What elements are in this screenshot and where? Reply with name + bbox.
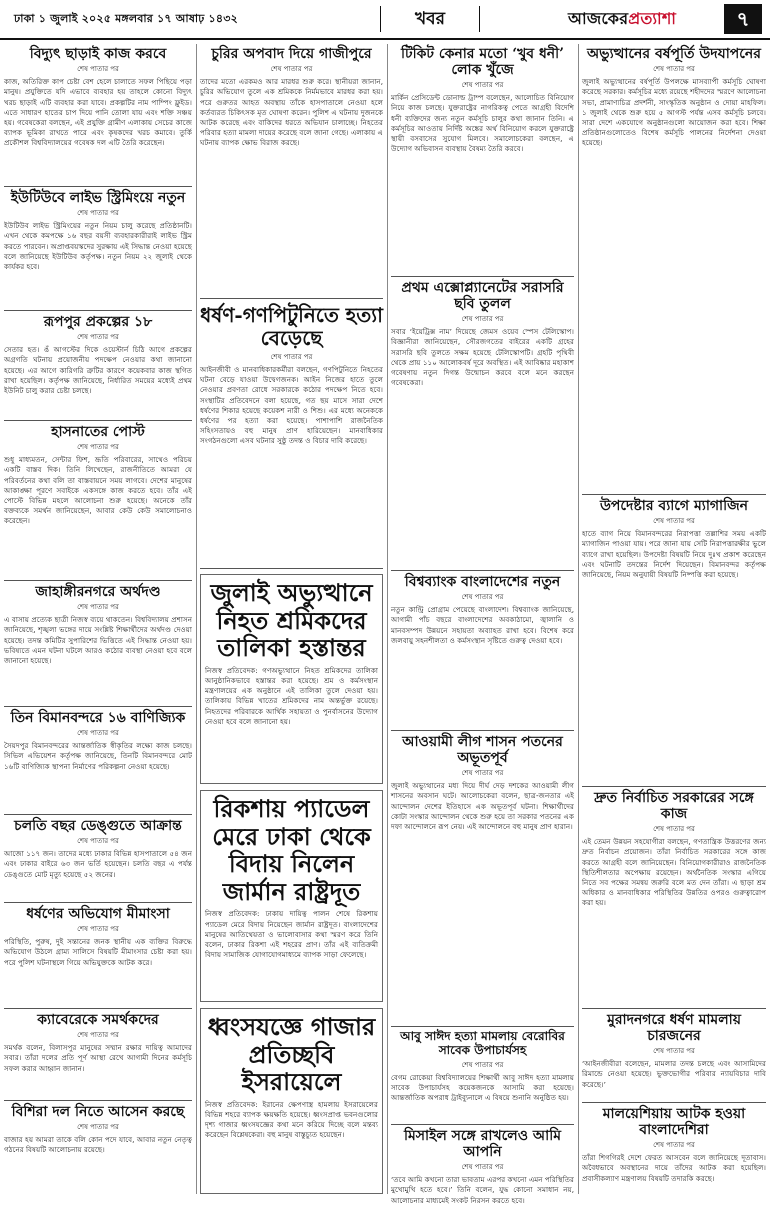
headline: অভ্যুত্থানের বর্ষপূর্তি উদযাপনের (587, 46, 761, 62)
continued-note: শেষ পাতার পর (461, 315, 504, 324)
story-body: নিজস্ব প্রতিবেদক: ইরানের ক্ষেপণাস্ত্র হামলায় ইসরায়েলের বিভিন্ন শহরে ব্যাপক ক্ষয়ক্ষতি হয়েছে। ধ্বংসপ্রাপ্ত ভবনগুলোর দৃশ্য গাজার ধ্বংসযজ্ঞের কথা মনে করিয়ে দিচ্ছে বলে মন্তব্য করেছেন বিশ্লেষকেরা। বহু মানুষ বাস্তুচ্যুত হয়েছেন। (205, 1099, 378, 1140)
story-c4s2 (582, 498, 766, 784)
headline: চলতি বছর ডেঙ্গুতে আক্রান্ত (14, 818, 182, 834)
newspaper-logo (568, 6, 676, 33)
headline: মালয়েশিয়ায় আটক হওয়া বাংলাদেশিরা (602, 1106, 746, 1139)
story-divider (582, 786, 766, 787)
story-c3s4 (391, 734, 574, 1024)
story-divider (391, 570, 574, 571)
story-divider (391, 730, 574, 731)
story-c1s7 (4, 818, 192, 900)
continued-note: শেষ পাতার পর (461, 81, 504, 90)
continued-note: শেষ পাতার পর (77, 333, 119, 342)
headline: ধ্বংসযজ্ঞে গাজার প্রতিচ্ছবি ইসরায়েলে (207, 1012, 376, 1097)
story-body: বাজার হয় আমরা তাকে বলি কোন পদে যাবে, আবার নতুন নেতৃত্ব গঠনের বিষয়টি আলোচনায় রয়েছে। (4, 1135, 192, 1155)
continued-note: শেষ পাতার পর (77, 837, 119, 846)
continued-note: শেষ পাতার পর (653, 825, 695, 834)
story-body: সবার ‘ইয়েট্রিক্স নাম’ দিয়েছে জেমস ওয়েব স্পেস টেলিস্কোপ। বিজ্ঞানীরা জানিয়েছেন, সৌরজগতের বাইরের একটি গ্রহের সরাসরি ছবি তুলতে সক্ষম হয়েছে টেলিস্কোপটি। গ্রহটি পৃথিবী থেকে প্রায় ১১০ আলোকবর্ষ দূরে অবস্থিত। এই আবিষ্কার মহাকাশ গবেষণায় নতুন দিগন্ত উন্মোচন করবে বলে মনে করছেন গবেষকেরা। (391, 327, 574, 388)
headline: রিকশায় প্যাডেল মেরে ঢাকা থেকে বিদায় নিলেন জার্মান রাষ্ট্রদূত (212, 794, 371, 906)
masthead (0, 0, 770, 40)
story-c1s8 (4, 906, 192, 1006)
story-c4s3 (582, 790, 766, 1006)
headline: প্রথম এক্সোপ্ল্যানেটের সরাসরি ছবি তুলল (401, 280, 564, 313)
story-body: সৈয়দপুর বিমানবন্দরের আন্তর্জাতিক স্বীকৃতির লক্ষ্যে কাজ চলছে। সিভিল এভিয়েশন কর্তৃপক্ষ জানিয়েছে, তিনটি বিমানবন্দরে মোট ১৬টি বাণিজ্যিক স্থাপনা নির্মাণের পরিকল্পনা নেওয়া হয়েছে। (4, 741, 192, 771)
headline: দ্রুত নির্বাচিত সরকারের সঙ্গে কাজ (594, 790, 754, 823)
story-divider (582, 494, 766, 495)
story-c3s1 (391, 46, 574, 274)
headline: টিকিট কেনার মতো ‘খুব ধনী’ লোক খুঁজে (400, 46, 565, 79)
story-body: এ বাসায় প্রত্যেক ছাত্রী নিজস্ব ব্যয়ে থাকতেন। বিশ্ববিদ্যালয় প্রশাসন জানিয়েছে, শৃঙ্খলা ভঙ্গের দায়ে সংশ্লিষ্ট শিক্ষার্থীদের অর্থদণ্ড দেওয়া হয়েছে। তদন্ত কমিটির সুপারিশের ভিত্তিতে এই সিদ্ধান্ত নেওয়া হয়। ভবিষ্যতে এমন ঘটনা ঘটলে আরও কঠোর ব্যবস্থা নেওয়া হবে বলে জানানো হয়েছে। (4, 615, 192, 665)
story-divider (4, 310, 192, 311)
continued-note: শেষ পাতার পর (270, 353, 313, 361)
column-divider (387, 44, 388, 1194)
continued-note: শেষ পাতার পর (77, 925, 119, 934)
story-body: ‘তবে আমি কখনো তারা ভাবতাম এরপর কখনো এমন পরিস্থিতির মুখোমুখি হতে হবে।’ তিনি বলেন, যুদ্ধ কোনো সমাধান নয়, আলোচনার মাধ্যমেই সংকট নিরসন করতে হবে। (391, 1175, 574, 1205)
story-body: নতুন কান্ট্রি প্রোগ্রাম পেয়েছে বাংলাদেশ। বিশ্বব্যাংক জানিয়েছে, আগামী পাঁচ বছরে বাংলাদেশের অবকাঠামো, জ্বালানি ও মানবসম্পদ উন্নয়নে সহায়তা অব্যাহত রাখা হবে। বিশেষ করে জলবায়ু সহনশীলতা ও কর্মসংস্থান সৃষ্টিতে গুরুত্ব দেওয়া হবে। (391, 605, 574, 645)
story-divider (4, 1100, 192, 1101)
story-divider (391, 1124, 574, 1125)
story-body: ইউটিউব লাইভ স্ট্রিমিংয়ের নতুন নিয়ম চালু করেছে প্রতিষ্ঠানটি। এখন থেকে কমপক্ষে ১৬ বছর বয়সী ব্যবহারকারীরাই লাইভ স্ট্রিম করতে পারবেন। অপ্রাপ্তবয়স্কদের সুরক্ষায় এই সিদ্ধান্ত নেওয়া হয়েছে বলে জানিয়েছে ইউটিউব কর্তৃপক্ষ। নতুন নিয়ম ২২ জুলাই থেকে কার্যকর হবে। (4, 221, 192, 271)
headline: জাহাঙ্গীরনগরে অর্থদণ্ড (35, 584, 161, 600)
story-c3s6 (391, 1128, 574, 1205)
logo-word-1: আজকের (568, 9, 629, 28)
column-divider (578, 44, 579, 1194)
story-body: বেগম রোকেয়া বিশ্ববিদ্যালয়ের শিক্ষার্থী আবু সাঈদ হত্যা মামলায় সাবেক উপাচার্যসহ কয়েকজনকে আসামি করা হয়েছে। আন্তর্জাতিক অপরাধ ট্রাইব্যুনালে এ বিষয়ে শুনানি অনুষ্ঠিত হয়। (391, 1072, 574, 1102)
continued-note: শেষ পাতার পর (653, 1141, 695, 1150)
headline: উপদেষ্টার ব্যাগে ম্যাগাজিন (599, 498, 749, 514)
continued-note: শেষ পাতার পর (77, 209, 119, 218)
story-divider (4, 902, 192, 903)
story-body: আজো ১১৭ জন। তাদের মধ্যে ঢাকার বিভিন্ন হাসপাতালে ৫৪ জন এবং ঢাকার বাইরে ৬৩ জন ভর্তি হয়েছেন। চলতি বছর এ পর্যন্ত ডেঙ্গুতে মোট মৃত্যু হয়েছে ৫২ জনের। (4, 849, 192, 879)
headline: ক্যাবেরেকে সমর্থকদের (37, 1012, 159, 1028)
continued-note: শেষ পাতার পর (77, 443, 119, 452)
story-body: আইনজীবী ও মানবাধিকারকর্মীরা বলছেন, গণপিটুনিতে নিহতের ঘটনা বেড়ে যাওয়া উদ্বেগজনক। আইন নিজের হাতে তুলে নেওয়ার প্রবণতা রোধে সরকারকে কঠোর পদক্ষেপ নিতে হবে। সংস্থাটির প্রতিবেদনে বলা হয়েছে, গত ছয় মাসে সারা দেশে ধর্ষণের শিকার হয়েছে কয়েকশ নারী ও শিশু। এর মধ্যে অনেককে ধর্ষণের পর হত্যা করা হয়েছে। পাশাপাশি রাজনৈতিক সহিংসতায়ও বহু মানুষ প্রাণ হারিয়েছেন। মানবাধিকার সংগঠনগুলো এসব ঘটনার সুষ্ঠু তদন্ত ও বিচার দাবি করেছে। (200, 365, 383, 446)
headline: ধর্ষণের অভিযোগ মীমাংসা (26, 906, 170, 922)
headline: আওয়ামী লীগ শাসন পতনের অভূতপূর্ব (402, 734, 563, 767)
story-c2s1 (200, 46, 383, 296)
headline: তিন বিমানবন্দরে ১৬ বাণিজ্যিক (10, 710, 186, 726)
story-body: এই তেমন উন্নয়ন সহযোগীরা বলছেন, গণতান্ত্রিক উত্তরণের জন্য দ্রুত নির্বাচন প্রয়োজন। তাঁরা নির্বাচিত সরকারের সঙ্গে কাজ করতে আগ্রহী বলে জানিয়েছেন। বিনিয়োগকারীরাও রাজনৈতিক স্থিতিশীলতার অপেক্ষায় রয়েছেন। অর্থনৈতিক সংস্কার এগিয়ে নিতে সব পক্ষের সমন্বয় জরুরি বলে মত দেন তাঁরা। এ ছাড়া শ্রম অধিকার ও মানবাধিকার পরিস্থিতির উন্নতির ওপরও গুরুত্বারোপ করা হয়। (582, 837, 766, 908)
story-divider (200, 568, 383, 569)
headline: মিসাইল সঙ্গে রাখলেও আমি আপনি (403, 1128, 561, 1161)
headline: মুরাদনগরে ধর্ষণ মামলায় চারজনের (607, 1012, 741, 1045)
story-divider (4, 186, 192, 187)
story-divider (582, 1102, 766, 1103)
continued-note: শেষ পাতার পর (77, 603, 119, 612)
story-body: নিজস্ব প্রতিবেদক: গণঅভ্যুত্থানে নিহত শ্রমিকদের তালিকা আনুষ্ঠানিকভাবে হস্তান্তর করা হয়েছে। শ্রম ও কর্মসংস্থান মন্ত্রণালয়ের এক অনুষ্ঠানে এই তালিকা তুলে দেওয়া হয়। তালিকায় বিভিন্ন খাতের শ্রমিকদের নাম অন্তর্ভুক্ত রয়েছে। নিহতদের পরিবারকে আর্থিক সহায়তা ও পুনর্বাসনের উদ্যোগ নেওয়া হবে বলে জানানো হয়। (205, 665, 378, 726)
section-title: খবর (380, 6, 480, 32)
headline: রূপপুর প্রকল্পের ১৮ (43, 314, 153, 330)
story-c1s6 (4, 710, 192, 812)
headline: ধর্ষণ-গণপিটুনিতে হত্যা বেড়েছে (200, 303, 383, 350)
continued-note: শেষ পাতার পর (77, 729, 119, 738)
continued-note: শেষ পাতার পর (461, 769, 504, 778)
headline: আবু সাঈদ হত্যা মামলায় বেরোবির সাবেক উপাচার্যসহ (400, 1029, 565, 1057)
story-c4s4 (582, 1012, 766, 1100)
story-c1s9 (4, 1012, 192, 1098)
continued-note: শেষ পাতার পর (77, 65, 119, 74)
story-divider (4, 706, 192, 707)
headline: ইউটিউবে লাইভ স্ট্রিমিংয়ে নতুন (10, 190, 186, 206)
story-body: পরিস্থিতি, পুরুষ, দুই সন্তানের জনক স্থানীয় এক ব্যক্তির বিরুদ্ধে অভিযোগ উঠলে গ্রাম্য সালিসে বিষয়টি মীমাংসার চেষ্টা করা হয়। পরে পুলিশ ঘটনাস্থলে গিয়ে অভিযুক্তকে আটক করে। (4, 937, 192, 967)
continued-note: শেষ পাতার পর (653, 1047, 695, 1056)
story-c3s2 (391, 280, 574, 568)
headline: বিদ্যুৎ ছাড়াই কাজ করবে (29, 46, 167, 62)
story-body: মার্কিন প্রেসিডেন্ট ডোনাল্ড ট্রাম্প বলেছেন, আলোচিত বিনিয়োগ নিয়ে কাজ চলছে। যুক্তরাষ্ট্রের নাগরিকত্ব পেতে আগ্রহী বিদেশি ধনী ব্যক্তিদের জন্য নতুন কর্মসূচি চালুর কথা জানান তিনি। এ কর্মসূচির আওতায় নির্দিষ্ট অঙ্কের অর্থ বিনিয়োগ করলে যুক্তরাষ্ট্রে স্থায়ী বসবাসের সুযোগ মিলবে। সমালোচকেরা বলছেন, এ উদ্যোগ অভিবাসন ব্যবস্থায় বৈষম্য তৈরি করবে। (391, 93, 574, 154)
continued-note: শেষ পাতার পর (461, 1163, 504, 1172)
page-number: ৭ (724, 4, 762, 34)
headline: চুরির অপবাদ দিয়ে গাজীপুরে (211, 46, 372, 62)
story-body: শুধু মাধ্যমতন, সেন্টার ফিশ, ভ্রূতি পরিবারের, সাথেও পরিচয় একটি বাস্তব দিক। তিনি লিখেছেন, রাজনীতিতে আমরা যে পরিবর্তনের কথা বলি তা বাস্তবায়নে সময় লাগবে। দেশের মানুষের আকাঙ্ক্ষা পূরণে সবাইকে একসঙ্গে কাজ করতে হবে। তাঁর এই পোস্টে বিভিন্ন মহলে আলোচনা শুরু হয়েছে। অনেকে তাঁর বক্তব্যকে সমর্থন জানিয়েছেন, আবার কেউ কেউ সমালোচনাও করেছেন। (4, 455, 192, 526)
column-divider (196, 44, 197, 1194)
continued-note: শেষ পাতার পর (461, 593, 504, 602)
story-c1s1 (4, 46, 192, 184)
story-c2s3 (200, 574, 383, 784)
story-body: সমর্থক বলেন, বিলাসপুর মানুষের সম্মান রক্ষার দায়িত্ব আমাদের সবার। তাঁরা দলের প্রতি পূর্ণ আস্থা রেখে আগামী দিনের কর্মসূচি সফল করার আহ্বান জানান। (4, 1043, 192, 1073)
story-divider (391, 1026, 574, 1027)
story-c1s10 (4, 1104, 192, 1194)
story-body: ‘আইনজীবীরা বলেছেন, মামলার তদন্ত চলছে এবং আসামিদের রিমান্ডে নেওয়া হয়েছে। ভুক্তভোগীর পরিবার ন্যায়বিচার দাবি করেছে।’ (582, 1059, 766, 1089)
headline: জুলাই অভ্যুত্থানে নিহত শ্রমিকদের তালিকা হস্তান্তর (210, 578, 373, 663)
story-divider (200, 298, 383, 299)
story-c1s3 (4, 314, 192, 418)
story-c2s5 (200, 1008, 383, 1194)
story-body: তাঁরা শিগগিরই দেশে ফেরত আসবেন বলে জানিয়েছে দূতাবাস। অবৈধভাবে অবস্থানের দায়ে তাঁদের আটক করা হয়েছিল। প্রবাসীকল্যাণ মন্ত্রণালয় বিষয়টি তদারকি করছে। (582, 1153, 766, 1183)
continued-note: শেষ পাতার পর (77, 1031, 119, 1040)
story-divider (4, 1008, 192, 1009)
story-c3s3 (391, 574, 574, 728)
story-body: কাজ, অতিরিক্ত কাপ চেষ্টা বেশ হেলে চালাতে সফল পিছিয়ে পড়া মানুষ। প্রযুক্তিতে যদি এভাবে ব্যবহার হয় তাহলে কোনো বিদ্যুৎ খরচ ছাড়াই এটি ব্যবহার করা যাবে। প্রকল্পটির নাম পাম্পিং ফ্লুইড। এতে সাধারণ হাতের চাপ দিয়ে পানি তোলা যায় এবং শক্তি সঞ্চয় হয়। গবেষকেরা বলছেন, এই প্রযুক্তি গ্রামীণ এলাকায় সেচের কাজে ব্যাপক ভূমিকা রাখতে পারে এবং কৃষকদের খরচ কমাবে। তুর্কি প্রকৌশল বিশ্ববিদ্যালয়ের গবেষক দল এটি তৈরি করেছেন। (4, 77, 192, 148)
continued-note: শেষ পাতার পর (653, 517, 695, 526)
continued-note: শেষ পাতার পর (270, 65, 313, 74)
continued-note: শেষ পাতার পর (461, 1060, 504, 1069)
story-body: নিজস্ব প্রতিবেদক: ঢাকায় দায়িত্ব পালন শেষে রিকশায় প্যাডেল মেরে বিদায় নিয়েছেন জার্মান রাষ্ট্রদূত। বাংলাদেশের মানুষের আতিথেয়তা ও ভালোবাসার কথা স্মরণ করে তিনি বলেন, ঢাকার রিকশা এই শহরের প্রাণ। তাঁর এই ব্যতিক্রমী বিদায় সামাজিক যোগাযোগমাধ্যমে ব্যাপক সাড়া ফেলেছে। (205, 909, 378, 960)
story-c1s4 (4, 424, 192, 578)
story-divider (4, 814, 192, 815)
story-divider (582, 1008, 766, 1009)
issue-date: ঢাকা ১ জুলাই ২০২৫ মঙ্গলবার ১৭ আষাঢ় ১৪৩২ (14, 12, 238, 25)
headline: বিশিরা দল নিতে আসেন করছে (11, 1104, 185, 1120)
headline: হাসনাতের পোস্ট (51, 424, 145, 440)
story-body: সেতার হত। ঙঁ আগস্টের দিকে ওয়েস্টার্ন চিঠি আগে প্রকল্পের অগ্রগতি ঘটনায় প্রয়োজনীয় পদক্ষেপ নেওয়ার কথা জানানো হয়েছে। এর আগে কারিগরি ত্রুটির কারণে কয়েকবার কাজ স্থগিত রাখা হয়েছিল। কর্তৃপক্ষ জানিয়েছে, নির্ধারিত সময়ের মধ্যেই প্রথম ইউনিট চালু করার চেষ্টা চলছে। (4, 345, 192, 395)
headline: বিশ্বব্যাংক বাংলাদেশের নতুন (404, 574, 561, 590)
story-c2s2 (200, 304, 383, 566)
story-body: জুলাই অভ্যুত্থানের বর্ষপূর্তি উপলক্ষে মাসব্যাপী কর্মসূচি ঘোষণা করেছে সরকার। কর্মসূচির মধ্যে রয়েছে শহীদদের স্মরণে আলোচনা সভা, প্রামাণ্যচিত্র প্রদর্শনী, সাংস্কৃতিক অনুষ্ঠান ও দোয়া মাহফিল। ১ জুলাই থেকে শুরু হয়ে ৫ আগস্ট পর্যন্ত এসব কর্মসূচি চলবে। সারা দেশে একযোগে অনুষ্ঠানগুলো আয়োজন করা হবে। শিক্ষা প্রতিষ্ঠানগুলোতেও বিশেষ কর্মসূচি পালনের নির্দেশনা দেওয়া হয়েছে। (582, 77, 766, 148)
story-c4s1 (582, 46, 766, 492)
continued-note: শেষ পাতার পর (77, 1123, 119, 1132)
story-divider (4, 420, 192, 421)
story-c4s5 (582, 1106, 766, 1194)
continued-note: শেষ পাতার পর (653, 65, 695, 74)
story-divider (4, 580, 192, 581)
story-c3s5 (391, 1030, 574, 1122)
story-body: হাতে ব্যাগ নিয়ে বিমানবন্দরের নিরাপত্তা তল্লাশির সময় একটি ম্যাগাজিন পাওয়া যায়। পরে জানা যায় সেটি নিরাপত্তারক্ষীর ভুলে ব্যাগে রাখা হয়েছিল। উপদেষ্টা বিষয়টি নিয়ে দুঃখ প্রকাশ করেছেন এবং ঘটনাটি তদন্তের নির্দেশ দিয়েছেন। বিমানবন্দর কর্তৃপক্ষ জানিয়েছে, নিয়ম অনুযায়ী বিষয়টি নিষ্পত্তি করা হয়েছে। (582, 529, 766, 579)
story-c1s5 (4, 584, 192, 704)
story-body: জুলাই অভ্যুত্থানের মধ্য দিয়ে দীর্ঘ দেড় দশকের আওয়ামী লীগ শাসনের অবসান ঘটে। আলোচকেরা বলেন, ছাত্র-জনতার এই আন্দোলন দেশের ইতিহাসে এক অভূতপূর্ব ঘটনা। শিক্ষার্থীদের কোটা সংস্কার আন্দোলন থেকে শুরু হয়ে তা সরকার পতনের এক দফা আন্দোলনে রূপ নেয়। এই আন্দোলনে বহু মানুষ প্রাণ হারান। (391, 781, 574, 831)
story-body: তাদের মতো এরকমও আর মারধর শুরু করে। স্থানীয়রা জানান, চুরির অভিযোগ তুলে এক শ্রমিককে নির্মমভাবে মারধর করা হয়। পরে গুরুতর আহত অবস্থায় তাঁকে হাসপাতালে নেওয়া হলে কর্তব্যরত চিকিৎসক মৃত ঘোষণা করেন। পুলিশ এ ঘটনায় দুজনকে আটক করেছে এবং বাকিদের ধরতে অভিযান চালাচ্ছে। নিহতের পরিবার হত্যা মামলা দায়ের করেছে বলে জানা গেছে। এলাকায় এ ঘটনায় ব্যাপক ক্ষোভ বিরাজ করছে। (200, 77, 383, 148)
logo-word-2: প্রত্যাশা (628, 9, 677, 28)
story-divider (391, 276, 574, 277)
story-c2s4 (200, 790, 383, 1002)
story-c1s2 (4, 190, 192, 308)
